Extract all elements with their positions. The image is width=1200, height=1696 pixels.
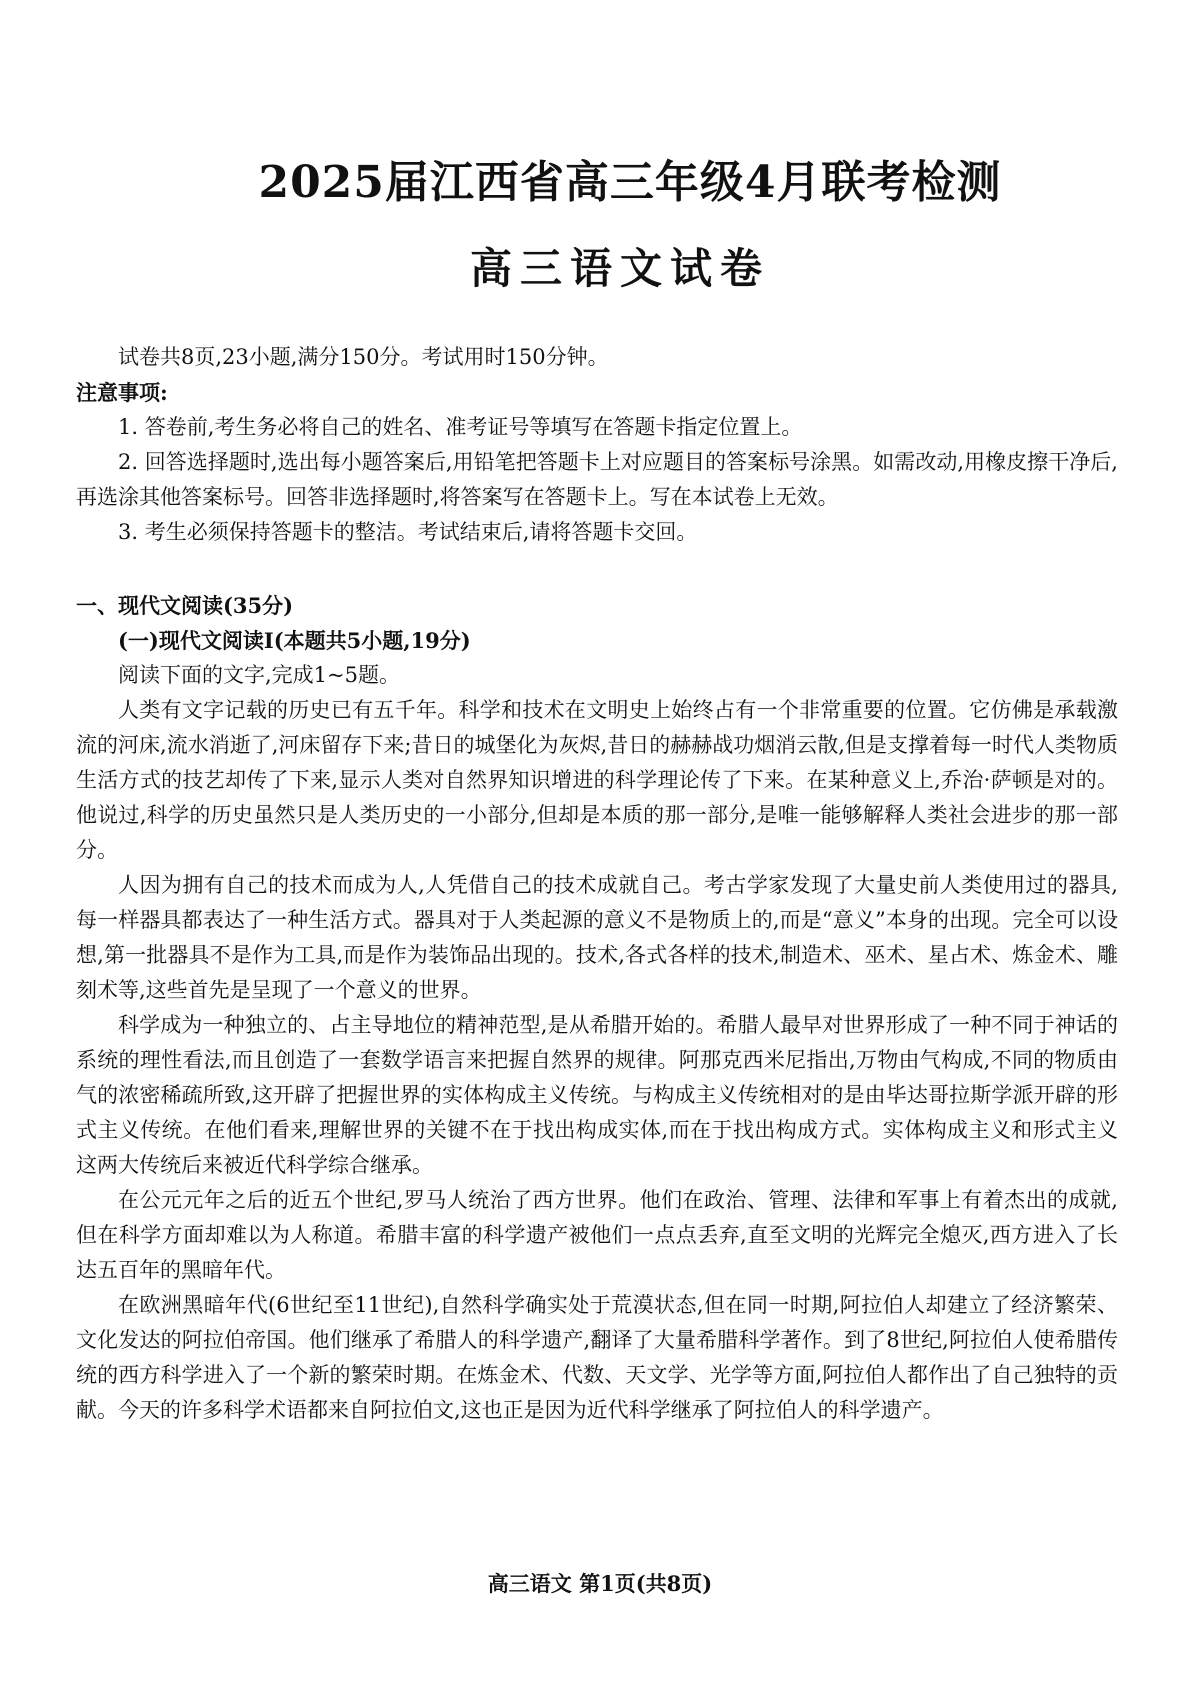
exam-intro: 试卷共8页,23小题,满分150分。考试用时150分钟。 xyxy=(118,345,609,369)
section-instruction: 阅读下面的文字,完成1~5题。 xyxy=(118,663,400,687)
passage-paragraph: 在欧洲黑暗年代(6世纪至11世纪),自然科学确实处于荒漠状态,但在同一时期,阿拉伯人却建立了经济繁荣、文化发达的阿拉伯帝国。他们继承了希腊人的科学遗产,翻译了大量希腊科学著作。到了8世纪,阿拉伯人使希腊传统的西方科学进入了一个新的繁荣时期。在炼金术、代数、天文学、光学等方面,阿拉伯人都作出了自己独特的贡献。今天的许多科学术语都来自阿拉伯文,这也正是因为近代科学继承了阿拉伯人的科学遗产。 xyxy=(76,1293,1118,1422)
notice-item: 3. 考生必须保持答题卡的整洁。考试结束后,请将答题卡交回。 xyxy=(118,520,698,544)
passage-paragraph: 人因为拥有自己的技术而成为人,人凭借自己的技术成就自己。考古学家发现了大量史前人类使用过的器具,每一样器具都表达了一种生活方式。器具对于人类起源的意义不是物质上的,而是“意义”本身的出现。完全可以设想,第一批器具不是作为工具,而是作为装饰品出现的。技术,各式各样的技术,制造术、巫术、星占术、炼金术、雕刻术等,这些首先是呈现了一个意义的世界。 xyxy=(76,873,1118,1002)
section-subheading: (一)现代文阅读Ⅰ(本题共5小题,19分) xyxy=(118,628,471,653)
passage-paragraph: 人类有文字记载的历史已有五千年。科学和技术在文明史上始终占有一个非常重要的位置。它仿佛是承载激流的河床,流水消逝了,河床留存下来;昔日的城堡化为灰烬,昔日的赫赫战功烟消云散,但是支撑着每一时代人类物质生活方式的技艺却传了下来,显示人类对自然界知识增进的科学理论传了下来。在某种意义上,乔治·萨顿是对的。他说过,科学的历史虽然只是人类历史的一小部分,但却是本质的那一部分,是唯一能够解释人类社会进步的那一部分。 xyxy=(76,698,1118,862)
spacer xyxy=(76,550,1118,588)
page-content xyxy=(76,340,1118,1428)
exam-subtitle: 高三语文试卷 xyxy=(469,244,770,293)
passage-paragraph: 科学成为一种独立的、占主导地位的精神范型,是从希腊开始的。希腊人最早对世界形成了一种不同于神话的系统的理性看法,而且创造了一套数学语言来把握自然界的规律。阿那克西米尼指出,万物由气构成,不同的物质由气的浓密稀疏所致,这开辟了把握世界的实体构成主义传统。与构成主义传统相对的是由毕达哥拉斯学派开辟的形式主义传统。在他们看来,理解世界的关键不在于找出构成实体,而在于找出构成方式。实体构成主义和形式主义这两大传统后来被近代科学综合继承。 xyxy=(76,1013,1118,1177)
passage-paragraph: 在公元元年之后的近五个世纪,罗马人统治了西方世界。他们在政治、管理、法律和军事上有着杰出的成就,但在科学方面却难以为人称道。希腊丰富的科学遗产被他们一点点丢弃,直至文明的光辉完全熄灭,西方进入了长达五百年的黑暗年代。 xyxy=(76,1188,1118,1282)
exam-title: 2025届江西省高三年级4月联考检测 xyxy=(258,157,1002,208)
notice-item: 2. 回答选择题时,选出每小题答案后,用铅笔把答题卡上对应题目的答案标号涂黑。如需改动,用橡皮擦干净后,再选涂其他答案标号。回答非选择题时,将答案写在答题卡上。写在本试卷上无效。 xyxy=(76,450,1118,509)
page-footer: 高三语文 第1页(共8页) xyxy=(487,1571,713,1596)
notice-heading: 注意事项: xyxy=(76,380,168,405)
section-heading: 一、现代文阅读(35分) xyxy=(76,593,294,618)
notice-item: 1. 答卷前,考生务必将自己的姓名、准考证号等填写在答题卡指定位置上。 xyxy=(118,415,803,439)
